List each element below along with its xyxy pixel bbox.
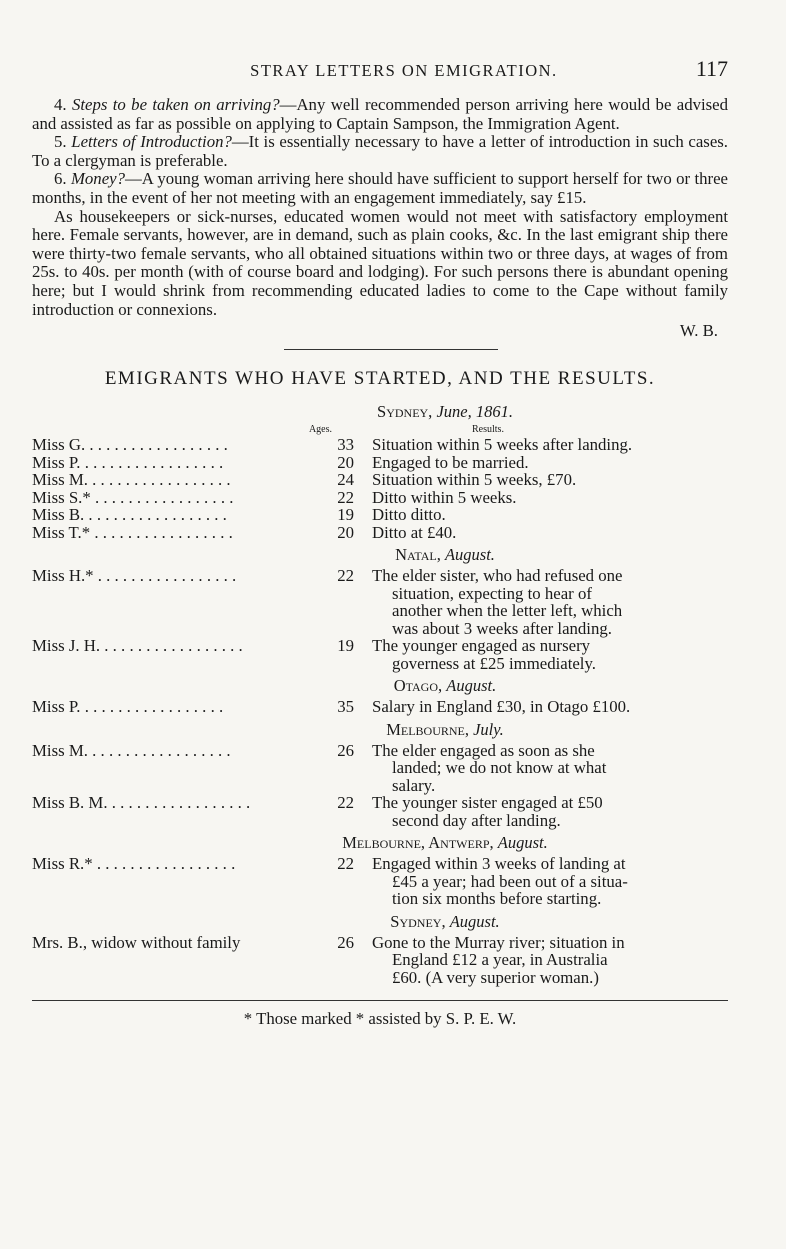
emigrant-name: Miss R.* . . . . . . . . . . . . . . . . . — [32, 855, 236, 874]
emigrant-name: Miss J. H. . . . . . . . . . . . . . . . . . — [32, 637, 243, 656]
emigrant-row — [32, 524, 728, 542]
item-number: 5. — [54, 132, 72, 152]
running-title: STRAY LETTERS ON EMIGRATION. — [250, 61, 558, 80]
signature: W. B. — [679, 321, 718, 341]
emigrant-name — [32, 934, 302, 987]
result-line: Salary in England £30, in Otago £100. — [372, 697, 631, 717]
emigrant-age: 22 — [337, 566, 354, 586]
result-line: England £12 a year, in Australia — [392, 950, 608, 970]
result-line: Ditto within 5 weeks. — [372, 487, 517, 507]
result-line: The younger sister engaged at £50 — [372, 793, 603, 813]
result-line: Ditto ditto. — [372, 505, 446, 525]
emigrant-row — [32, 698, 728, 716]
emigrant-name-text: Miss S.* — [32, 488, 91, 507]
emigrant-age: 19 — [337, 636, 354, 656]
result-line: Gone to the Murray river; situation in — [372, 932, 625, 952]
emigrant-age: 26 — [337, 740, 354, 760]
emigrant-row — [32, 855, 728, 908]
emigrant-result — [372, 454, 728, 472]
results-heading: EMIGRANTS WHO HAVE STARTED, AND THE RESULTS. — [104, 368, 656, 390]
emigrant-result — [372, 436, 728, 454]
emigrant-name: Miss M. . . . . . . . . . . . . . . . . . — [32, 741, 231, 760]
emigrant-name: Miss G. . . . . . . . . . . . . . . . . . — [32, 436, 228, 454]
emigrant-row — [32, 436, 728, 454]
emigrant-row — [32, 794, 728, 829]
emigrant-name-text: Miss G. — [32, 436, 86, 454]
emigrant-result — [372, 742, 728, 795]
result-line: salary. — [392, 775, 436, 795]
emigrant-age: 20 — [337, 522, 354, 542]
letter-paragraph — [32, 208, 728, 320]
section-place: Sydney, — [377, 402, 433, 422]
emigrant-name-text: Miss H.* — [32, 567, 94, 586]
emigrant-name-text: Miss J. H. — [32, 637, 101, 656]
letter-body — [32, 96, 728, 319]
section-date: August. — [444, 545, 495, 565]
section-heading — [162, 676, 728, 696]
emigrant-row — [32, 454, 728, 472]
emigrant-name: Miss T.* . . . . . . . . . . . . . . . . . — [32, 523, 233, 542]
section-heading — [162, 720, 728, 740]
item-number: 4. — [54, 95, 72, 114]
emigrant-age: 33 — [337, 435, 354, 455]
emigrant-row — [32, 567, 728, 637]
emigrant-age: 20 — [337, 452, 354, 472]
section-date: August. — [497, 833, 548, 853]
result-line: £45 a year; had been out of a situa- — [392, 871, 628, 891]
paragraph-text: —Any well recommended person arriving here would be advised and assisted as far as possible on applying to Captain Sampson, the Immigration Agent. — [32, 95, 729, 133]
result-line: The elder sister, who had refused one — [372, 566, 623, 586]
section-date: August. — [449, 911, 500, 931]
emigrant-result — [372, 471, 728, 489]
emigrant-name: Miss B. . . . . . . . . . . . . . . . . . — [32, 506, 227, 524]
emigrant-age: 22 — [337, 487, 354, 507]
emigrant-name-text: Miss M. — [32, 471, 88, 489]
result-line: Engaged within 3 weeks of landing at — [372, 854, 626, 874]
emigrant-age: 35 — [337, 697, 354, 717]
emigrant-name-text: Miss P. — [32, 698, 81, 716]
result-line: Engaged to be married. — [372, 452, 529, 472]
emigrant-row — [32, 489, 728, 507]
item-number: 6. — [54, 169, 71, 189]
results-list — [32, 402, 728, 986]
section-place: Melbourne, Antwerp, — [342, 833, 494, 853]
result-line: was about 3 weeks after landing. — [392, 618, 612, 638]
result-line: Ditto at £40. — [372, 522, 457, 542]
paragraph-text: —It is essentially necessary to have a letter of introduction in such cases. To a clergyman is preferable. — [32, 132, 728, 170]
emigrant-row — [32, 637, 728, 672]
emigrant-row — [32, 471, 728, 489]
emigrant-name-text: Mrs. B., widow without family — [32, 933, 241, 952]
emigrant-row — [32, 742, 728, 795]
result-line: £60. (A very superior woman.) — [392, 967, 599, 987]
emigrant-name-text: Miss B. — [32, 506, 85, 524]
running-header — [32, 56, 728, 82]
page-number: 117 — [695, 56, 728, 81]
section-place: Sydney, — [390, 911, 446, 931]
result-line: governess at £25 immediately. — [392, 653, 596, 673]
letter-paragraph — [32, 96, 728, 133]
emigrant-result — [372, 698, 728, 716]
emigrant-result — [372, 637, 728, 672]
emigrant-name: Miss P. . . . . . . . . . . . . . . . . . — [32, 698, 224, 716]
result-line: another when the letter left, which — [392, 601, 623, 621]
emigrant-result — [372, 567, 728, 637]
results-header: Results. — [472, 424, 504, 436]
result-line: second day after landing. — [392, 810, 561, 830]
paragraph-text: —A young woman arriving here should have sufficient to support herself for two or three months, in the event of her not meeting with an engagement immediately, say £15. — [32, 169, 729, 207]
emigrant-result — [372, 524, 728, 542]
emigrant-age: 22 — [337, 793, 354, 813]
emigrant-row — [32, 506, 728, 524]
section-heading — [162, 833, 728, 853]
emigrant-age: 22 — [337, 854, 354, 874]
result-line: The elder engaged as soon as she — [372, 740, 595, 760]
emigrant-row — [32, 934, 728, 987]
result-line: situation, expecting to hear of — [392, 583, 592, 603]
result-line: The younger engaged as nursery — [372, 636, 591, 656]
paragraph-text: As housekeepers or sick-nurses, educated women would not meet with satisfactory employment here. Female servants, however, are in demand, such as plain cooks, &c. In the last emigrant ship there were thirty-two female servants, who all obtained situations within two or three days, at wages of from 25s. to 40s. per month (with of course board and lodging). For such persons there is abundant opening here; but I would shrink from recommending educated ladies to come to the Cape without family introduction or connexions. — [32, 206, 728, 319]
item-term: Letters of Introduction? — [71, 132, 232, 152]
emigrant-name: Miss S.* . . . . . . . . . . . . . . . . . — [32, 488, 234, 507]
page — [32, 56, 728, 1029]
section-heading — [162, 402, 728, 422]
result-line: landed; we do not know at what — [392, 758, 607, 778]
section-heading — [162, 545, 728, 565]
emigrant-result — [372, 794, 728, 829]
item-term: Money? — [70, 169, 125, 189]
emigrant-name-text: Miss R.* — [32, 855, 93, 874]
emigrant-age: 26 — [337, 932, 354, 952]
result-line: tion six months before starting. — [392, 889, 602, 909]
emigrant-name-text: Miss T.* — [32, 523, 91, 542]
emigrant-name: Miss P. . . . . . . . . . . . . . . . . . — [32, 453, 224, 472]
item-term: Steps to be taken on arriving? — [71, 95, 280, 114]
emigrant-name: Miss B. M. . . . . . . . . . . . . . . . . . — [32, 794, 251, 813]
emigrant-result — [372, 506, 728, 524]
footnote: * Those marked * assisted by S. P. E. W. — [243, 1009, 517, 1029]
emigrant-age: 19 — [337, 505, 354, 525]
section-place: Natal, — [395, 545, 441, 565]
emigrant-age: 24 — [337, 470, 354, 490]
emigrant-name-text: Miss P. — [32, 453, 81, 472]
emigrant-name: Miss M. . . . . . . . . . . . . . . . . . — [32, 471, 231, 489]
ages-header: Ages. — [308, 424, 332, 436]
emigrant-result — [372, 934, 728, 987]
letter-paragraph — [32, 133, 728, 170]
section-date: June, 1861. — [436, 402, 513, 422]
emigrant-name-text: Miss M. — [32, 741, 88, 760]
section-place: Melbourne, — [386, 719, 469, 739]
emigrant-result — [372, 489, 728, 507]
letter-paragraph — [32, 170, 728, 207]
footnote-rule — [32, 1000, 728, 1001]
result-line: Situation within 5 weeks, £70. — [372, 470, 577, 490]
section-date: July. — [473, 719, 504, 739]
section-heading — [162, 912, 728, 932]
section-divider — [284, 349, 498, 350]
emigrant-name-text: Miss B. M. — [32, 794, 108, 813]
section-date: August. — [446, 676, 497, 696]
emigrant-name: Miss H.* . . . . . . . . . . . . . . . . . — [32, 567, 237, 586]
emigrant-result — [372, 855, 728, 908]
result-line: Situation within 5 weeks after landing. — [372, 435, 633, 455]
section-place: Otago, — [393, 676, 443, 696]
